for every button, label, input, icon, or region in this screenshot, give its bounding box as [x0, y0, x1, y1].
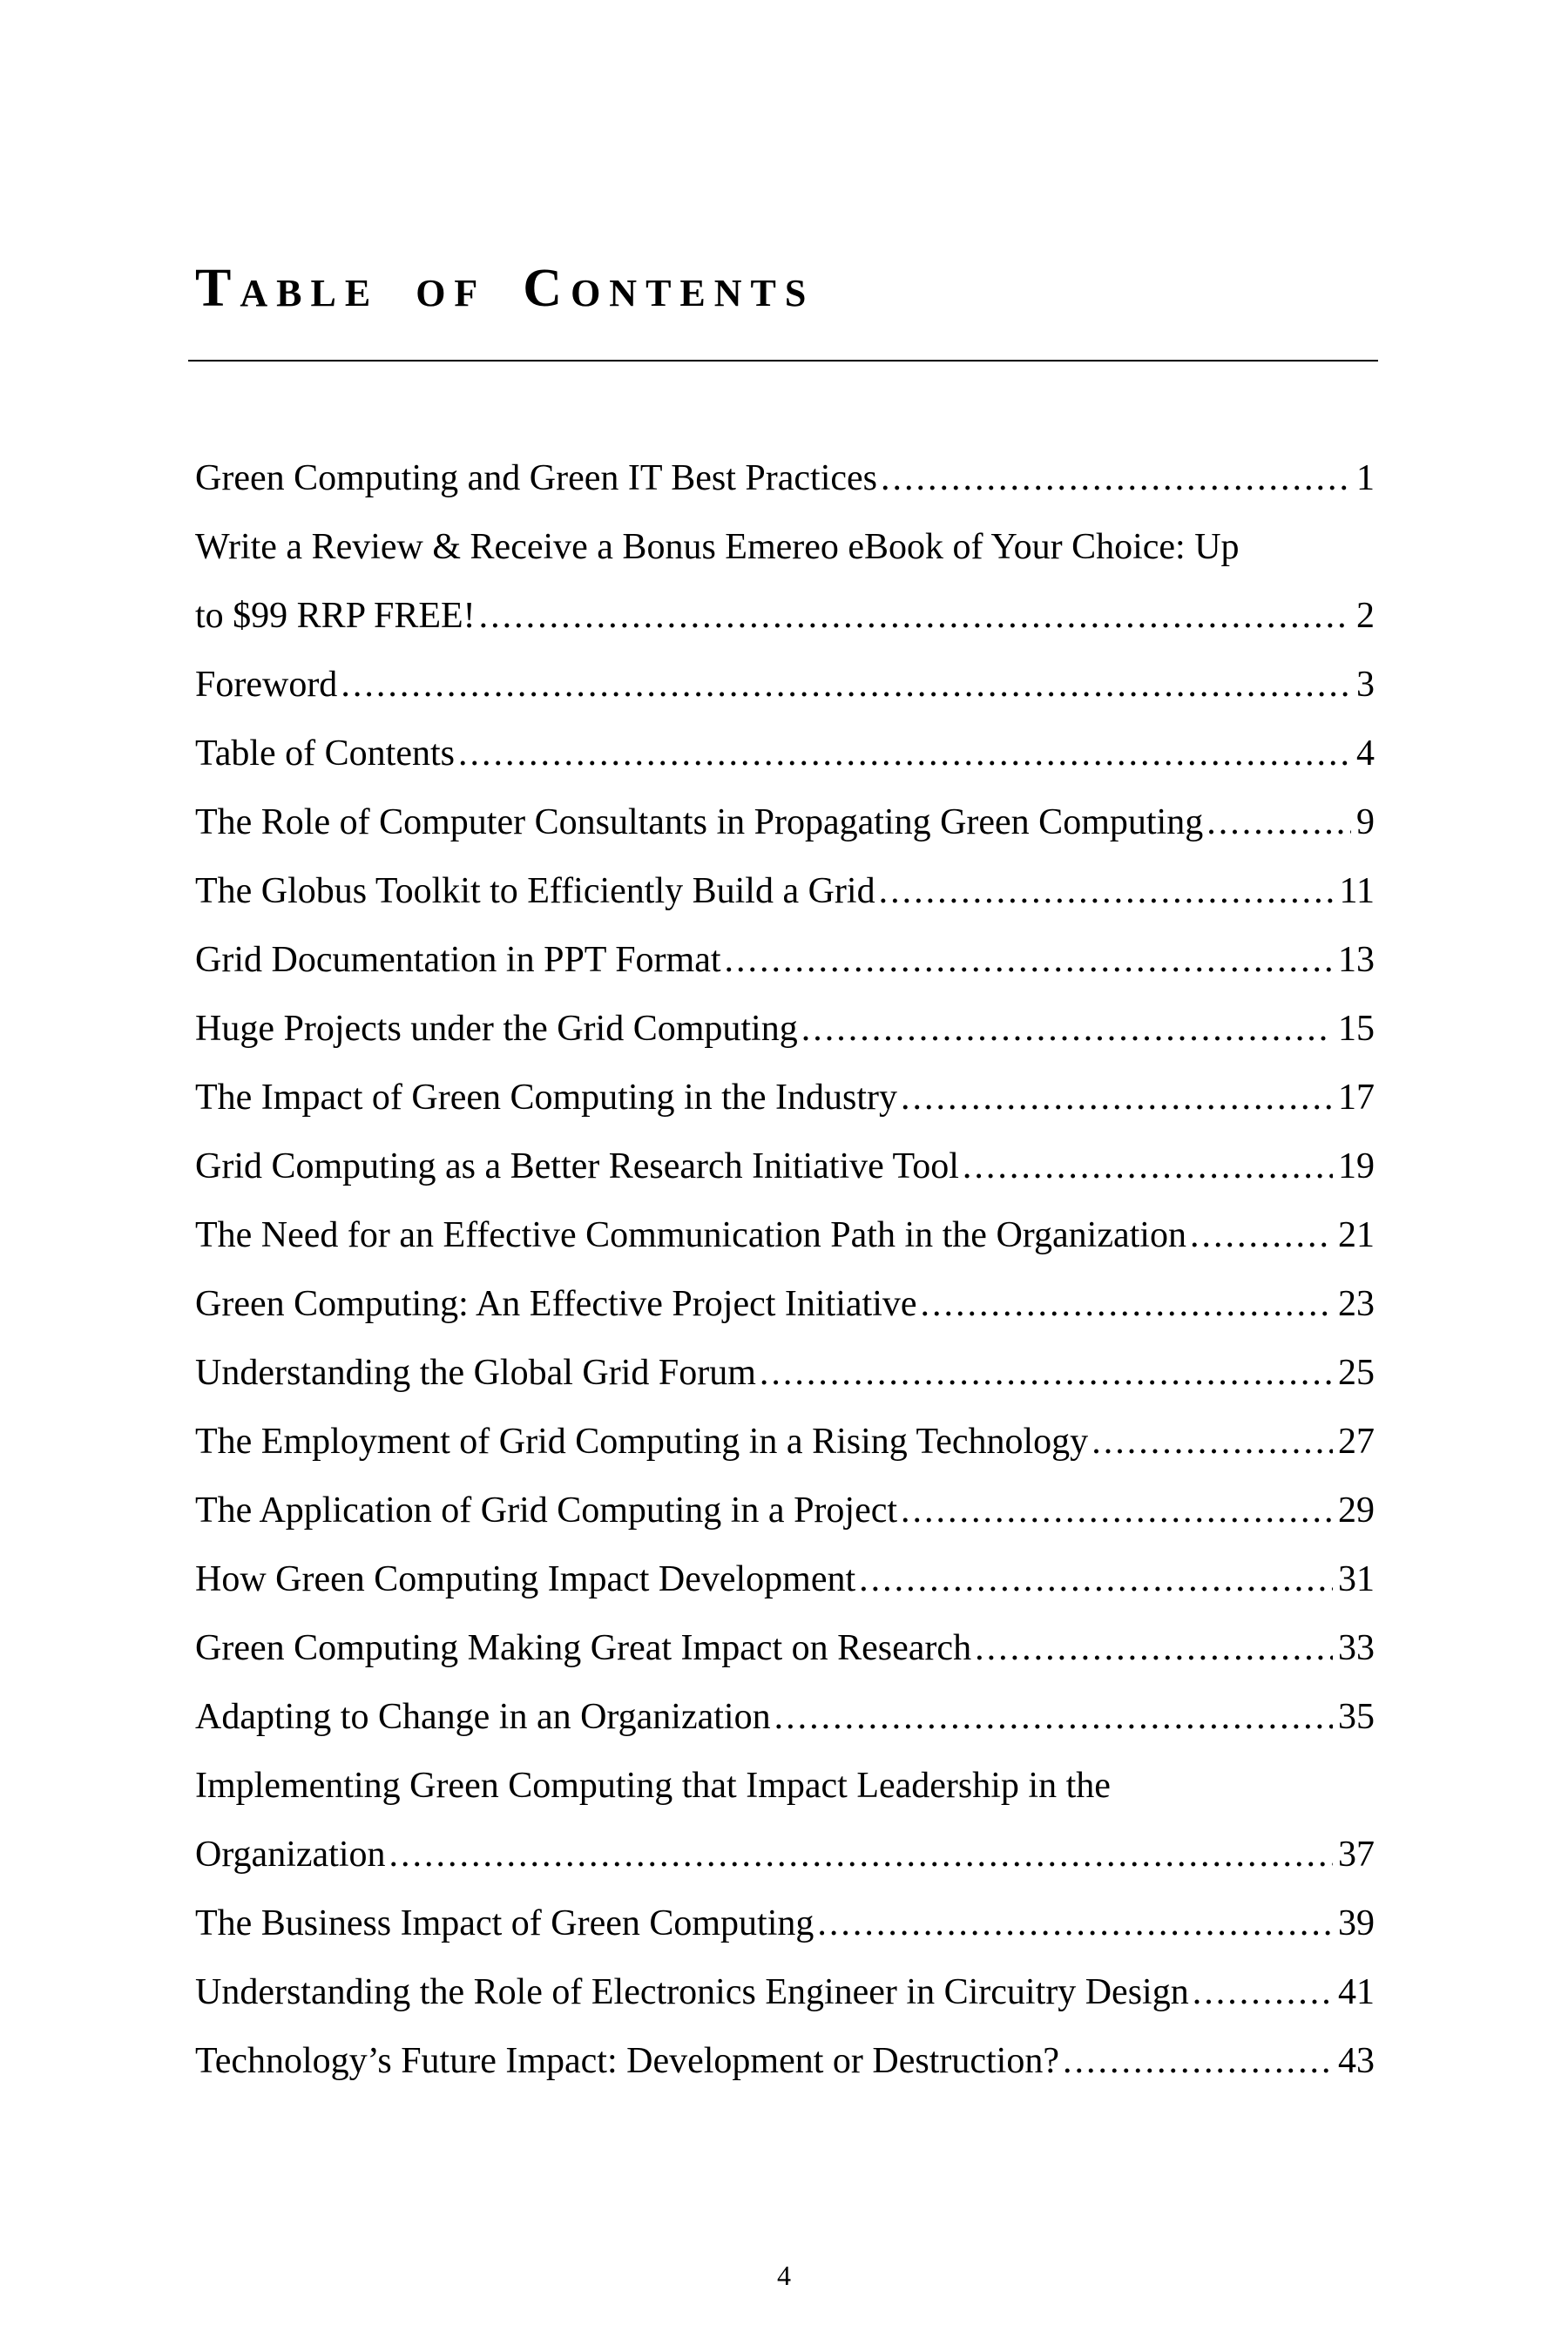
toc-dot-leader [458, 720, 1351, 788]
title-word-contents: ONTENTS [571, 272, 815, 314]
toc-dot-leader [901, 1064, 1333, 1132]
toc-entry[interactable] [195, 1614, 1375, 1683]
toc-dot-leader [901, 1477, 1333, 1545]
toc-entry-page: 21 [1338, 1215, 1375, 1255]
title-word-of: OF [416, 272, 487, 314]
toc-entry[interactable] [195, 995, 1375, 1064]
toc-dot-leader [801, 995, 1333, 1064]
title-divider [188, 360, 1378, 362]
toc-entry-title: Green Computing: An Effective Project Initiative [195, 1284, 917, 1324]
toc-entry-title-continued: to $99 RRP FREE! [195, 596, 476, 636]
toc-entry[interactable] [195, 788, 1375, 857]
toc-entry-page: 3 [1356, 665, 1375, 705]
toc-dot-leader [975, 1614, 1333, 1683]
toc-entry-title: Technology’s Future Impact: Development or Destruction? [195, 2041, 1059, 2081]
toc-dot-leader [963, 1132, 1333, 1201]
title-initial-t: T [195, 259, 240, 318]
toc-entry-page: 9 [1356, 802, 1375, 842]
toc-entry-page: 35 [1338, 1697, 1375, 1737]
toc-entry-title: Grid Computing as a Better Research Initiative Tool [195, 1146, 959, 1186]
toc-entry-page: 17 [1338, 1078, 1375, 1118]
page-number: 4 [777, 2260, 791, 2291]
toc-entry-page: 2 [1356, 596, 1375, 636]
toc-dot-leader [774, 1683, 1333, 1752]
toc-entry-page: 41 [1338, 1972, 1375, 2012]
toc-dot-leader [859, 1545, 1333, 1614]
toc-entry-title: Understanding the Global Grid Forum [195, 1353, 756, 1393]
toc-entry[interactable] [195, 513, 1375, 651]
toc-entry-title: The Globus Toolkit to Efficiently Build a Grid [195, 871, 875, 911]
toc-entry-title: Foreword [195, 665, 338, 705]
toc-entry-page: 39 [1338, 1903, 1375, 1943]
toc-entry-page: 23 [1338, 1284, 1375, 1324]
toc-entry-title: The Employment of Grid Computing in a Rising Technology [195, 1422, 1089, 1462]
toc-entry-title: Green Computing and Green IT Best Practices [195, 458, 878, 498]
toc-dot-leader [921, 1270, 1333, 1339]
toc-entry-page: 1 [1356, 458, 1375, 498]
toc-dot-leader [725, 926, 1333, 995]
toc-dot-leader [1193, 1958, 1333, 2027]
toc-entry-page: 15 [1338, 1009, 1375, 1049]
toc-entry[interactable] [195, 1201, 1375, 1270]
toc-dot-leader [1190, 1201, 1333, 1270]
toc-entry-title: The Role of Computer Consultants in Propagating Green Computing [195, 802, 1204, 842]
toc-list [195, 444, 1375, 2096]
toc-entry-page: 11 [1339, 871, 1375, 911]
toc-entry[interactable] [195, 857, 1375, 926]
toc-entry-page: 33 [1338, 1628, 1375, 1668]
toc-dot-leader [817, 1889, 1333, 1958]
toc-entry[interactable] [195, 1132, 1375, 1201]
toc-entry-title: The Need for an Effective Communication Path in the Organization [195, 1215, 1186, 1255]
toc-entry-page: 29 [1338, 1490, 1375, 1531]
toc-entry-title-continued: Organization [195, 1835, 386, 1875]
toc-entry-page: 19 [1338, 1146, 1375, 1186]
toc-entry-page: 13 [1338, 940, 1375, 980]
toc-entry[interactable] [195, 1064, 1375, 1132]
toc-entry-title: Green Computing Making Great Impact on Research [195, 1628, 972, 1668]
toc-entry-page: 43 [1338, 2041, 1375, 2081]
toc-entry-title: Huge Projects under the Grid Computing [195, 1009, 798, 1049]
toc-entry-title: Grid Documentation in PPT Format [195, 940, 721, 980]
toc-dot-leader [881, 444, 1351, 513]
toc-entry[interactable] [195, 651, 1375, 720]
toc-entry[interactable] [195, 2027, 1375, 2096]
toc-dot-leader [389, 1821, 1334, 1889]
toc-entry[interactable] [195, 1339, 1375, 1408]
toc-entry-page: 37 [1338, 1835, 1375, 1875]
toc-entry[interactable] [195, 926, 1375, 995]
toc-dot-leader [479, 582, 1351, 651]
toc-entry-title: Implementing Green Computing that Impact Leadership in the [195, 1766, 1111, 1806]
toc-entry-page: 4 [1356, 733, 1375, 774]
toc-entry-title: How Green Computing Impact Development [195, 1559, 856, 1599]
toc-entry[interactable] [195, 1408, 1375, 1477]
toc-dot-leader [879, 857, 1335, 926]
toc-entry[interactable] [195, 1752, 1375, 1889]
toc-entry-title: Write a Review & Receive a Bonus Emereo eBook of Your Choice: Up [195, 527, 1240, 567]
toc-entry[interactable] [195, 1683, 1375, 1752]
toc-entry[interactable] [195, 444, 1375, 513]
title-initial-c: C [523, 259, 571, 318]
toc-entry[interactable] [195, 1477, 1375, 1545]
toc-entry-title: The Business Impact of Green Computing [195, 1903, 814, 1943]
toc-entry[interactable] [195, 1958, 1375, 2027]
toc-dot-leader [1092, 1408, 1333, 1477]
toc-dot-leader [341, 651, 1351, 720]
toc-dot-leader [1206, 788, 1351, 857]
toc-entry-title: The Application of Grid Computing in a Project [195, 1490, 898, 1531]
toc-entry-title: Adapting to Change in an Organization [195, 1697, 771, 1737]
toc-entry-title: Understanding the Role of Electronics Engineer in Circuitry Design [195, 1972, 1189, 2012]
toc-entry[interactable] [195, 1545, 1375, 1614]
toc-entry[interactable] [195, 720, 1375, 788]
toc-entry-page: 27 [1338, 1422, 1375, 1462]
toc-entry[interactable] [195, 1889, 1375, 1958]
toc-entry-title: The Impact of Green Computing in the Industry [195, 1078, 897, 1118]
page-title [195, 259, 815, 318]
toc-entry-page: 31 [1338, 1559, 1375, 1599]
toc-dot-leader [760, 1339, 1333, 1408]
toc-entry-page: 25 [1338, 1353, 1375, 1393]
toc-entry[interactable] [195, 1270, 1375, 1339]
toc-entry-title: Table of Contents [195, 733, 455, 774]
title-word-table: ABLE [240, 272, 380, 314]
toc-dot-leader [1063, 2027, 1333, 2096]
